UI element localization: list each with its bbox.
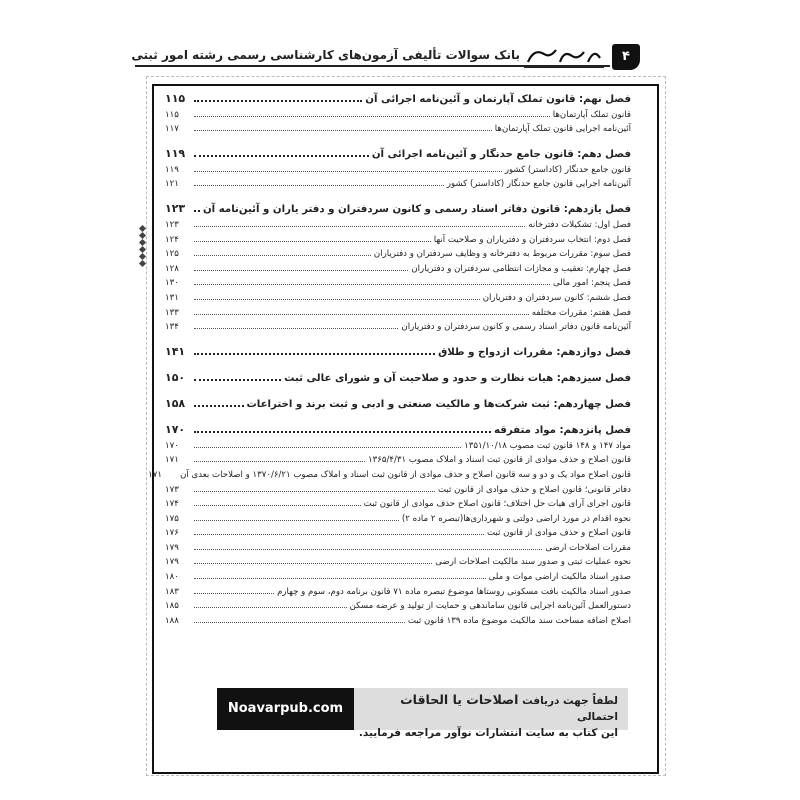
toc-item [165, 553, 631, 568]
item-page: ۱۷۵ [165, 513, 179, 524]
item-page: ۱۸۸ [165, 615, 179, 626]
item-title: فصل پنجم: امور مالی [553, 278, 631, 289]
chapter-title: فصل نهم: قانون تملک آپارتمان و آئین‌نامه اجرائی آن [365, 94, 631, 105]
item-page: ۱۲۳ [165, 219, 179, 230]
toc-item [165, 582, 631, 597]
item-page: ۱۷۴ [165, 499, 179, 510]
chapter-title: فصل یازدهم: قانون دفاتر اسناد رسمی و کانون سردفتران و دفتر یاران و آئین‌نامه آن [202, 204, 631, 216]
chapter-title: فصل چهاردهم: ثبت شرکت‌ها و مالکیت صنعتی و ادبی و ثبت برند و اختراعات [246, 399, 631, 411]
chapter-page: ۱۷۰ [165, 423, 186, 437]
item-title: فصل ششم: کانون سردفتران و دفتریاران [482, 292, 631, 303]
notice-text [358, 692, 618, 741]
item-page: ۱۸۵ [165, 601, 179, 612]
item-title: صدور اسناد مالکیت اراضی موات و ملی [488, 572, 631, 583]
item-page: ۱۷۶ [165, 528, 179, 539]
chapter-11 [165, 200, 631, 215]
item-title: قانون اصلاح و حذف موادی از قانون ثبت اسناد و املاک مصوب ۱۳۶۵/۴/۳۱ [368, 455, 631, 466]
item-page: ۱۸۳ [165, 586, 179, 597]
item-title: دستورالعمل آئین‌نامه اجرایی قانون ساماندهی و حمایت از تولید و عرضه مسکن [349, 601, 631, 612]
notice-line-1 [358, 692, 618, 725]
item-title: دفاتر قانونی؛ قانون اصلاح و حذف موادی از قانون ثبت [437, 484, 631, 495]
item-title: صدور اسناد مالکیت بافت مسکونی روستاها موضوع تبصره ماده ۷۱ قانون برنامه دوم، سوم و چهارم [277, 586, 631, 597]
item-page: ۱۲۵ [165, 249, 179, 260]
chapter-10 [165, 145, 631, 160]
header-title: بانک سوالات تألیفی آزمون‌های کارشناسی رسمی رشته امور ثبتی [131, 48, 520, 62]
item-title: فصل اول: تشکیلات دفترخانه [528, 219, 631, 230]
item-title: مقررات اصلاحات ارضی [545, 542, 631, 553]
toc-item [165, 509, 631, 524]
toc-item [165, 175, 631, 190]
item-title: نحوه اقدام در مورد اراضی دولتی و شهرداری‌ها(تبصره ۲ ماده ۲) [401, 513, 631, 524]
item-title: قانون جامع حدنگار (کاداستر) کشور [504, 164, 631, 175]
item-page: ۱۷۹ [165, 542, 179, 553]
publisher-logo [524, 44, 604, 68]
item-title: قانون اجرای آرای هیات حل اختلاف؛ قانون اصلاح حذف موادی از قانون ثبت [363, 499, 631, 510]
item-title: فصل چهارم: تعقیب و مجازات انتظامی سردفتران و دفتریاران [411, 263, 631, 274]
chapter-page: ۱۴۱ [165, 345, 186, 359]
publisher-website-link[interactable]: Noavarpub.com [217, 688, 354, 730]
chapter-title: فصل پانزدهم: مواد متفرقه [493, 425, 631, 437]
chapter-page: ۱۱۵ [165, 92, 186, 105]
corrections-notice [217, 688, 628, 739]
item-title: قانون اصلاح و حذف موادی از قانون ثبت [486, 528, 631, 539]
toc-item [165, 274, 631, 289]
toc-item [165, 436, 631, 451]
item-page: ۱۳۱ [165, 292, 179, 303]
item-page: ۱۱۷ [165, 124, 179, 135]
item-title: آئین‌نامه اجرایی قانون جامع حدنگار (کاداستر) کشور [446, 179, 631, 190]
toc-item [165, 105, 631, 120]
item-title: مواد ۱۴۷ و ۱۴۸ قانون ثبت مصوب ۱۳۵۱/۱۰/۱۸ [464, 440, 631, 451]
chapter-12 [165, 343, 631, 358]
item-page: ۱۱۹ [165, 164, 179, 175]
toc-item [148, 465, 631, 480]
toc-item [165, 567, 631, 582]
notice-line-2: این کتاب به سایت انتشارات نوآور مراجعه فرمایید. [358, 727, 618, 739]
toc-item [165, 259, 631, 274]
item-page: ۱۷۳ [165, 484, 179, 495]
toc-item [165, 160, 631, 175]
toc-item [165, 245, 631, 260]
item-page: ۱۷۱ [165, 455, 179, 466]
chapter-14 [165, 395, 631, 410]
toc-item [165, 495, 631, 510]
chapter-page: ۱۵۸ [165, 397, 186, 411]
page-number: ۴ [612, 44, 640, 70]
item-page: ۱۲۴ [165, 234, 179, 245]
notice-text-a: لطفاً جهت دریافت [522, 695, 618, 707]
table-of-contents [148, 90, 631, 626]
item-title: فصل هفتم: مقررات مختلفه [531, 307, 631, 318]
chapter-page: ۱۱۹ [165, 147, 186, 161]
item-page: ۱۲۸ [165, 263, 179, 274]
toc-item [165, 230, 631, 245]
chapter-title: فصل سیزدهم: هیات نظارت و حدود و صلاحیت آن و شورای عالی ثبت [284, 373, 631, 385]
toc-item [165, 611, 631, 626]
toc-item [165, 597, 631, 612]
item-page: ۱۳۰ [165, 278, 179, 289]
item-page: ۱۳۴ [165, 322, 179, 333]
chapter-page: ۱۵۰ [165, 371, 186, 385]
item-title: قانون اصلاح مواد یک و دو و سه قانون اصلاح و حذف موادی از قانون ثبت اسناد و املاک مصوب ۱۳۷۰/۶/۲۱ و اصلاحات بعدی آن [180, 469, 631, 480]
toc-item [165, 215, 631, 230]
toc-item [165, 120, 631, 135]
item-title: فصل سوم: مقررات مربوط به دفترخانه و وظایف سردفتران و دفتریاران [373, 249, 631, 260]
item-page: ۱۷۰ [165, 440, 179, 451]
item-title: آئین‌نامه اجرایی قانون تملک آپارتمان‌ها [494, 124, 631, 135]
toc-item [165, 451, 631, 466]
item-page: ۱۸۰ [165, 572, 179, 583]
toc-item [165, 538, 631, 553]
page-header [131, 44, 640, 74]
item-page: ۱۷۱ [148, 469, 162, 480]
item-title: اصلاح اضافه مساحت سند مالکیت موضوع ماده ۱۳۹ قانون ثبت [407, 615, 631, 626]
toc-item [165, 318, 631, 333]
notice-text-b: احتمالی [576, 711, 618, 723]
item-page: ۱۳۳ [165, 307, 179, 318]
item-page: ۱۲۱ [165, 179, 179, 190]
chapter-9 [165, 90, 631, 105]
item-title: نحوه عملیات ثبتی و صدور سند مالکیت اصلاحات ارضی [435, 557, 631, 568]
chapter-13 [165, 369, 631, 384]
toc-item [165, 303, 631, 318]
item-page: ۱۷۹ [165, 557, 179, 568]
toc-item [165, 480, 631, 495]
chapter-title: فصل دوازدهم: مقررات ازدواج و طلاق [438, 347, 631, 359]
item-title: آئین‌نامه قانون دفاتر اسناد رسمی و کانون سردفتران و دفتریاران [401, 322, 631, 333]
logo-mark-icon [524, 44, 604, 66]
toc-item [165, 524, 631, 539]
toc-item [165, 288, 631, 303]
item-page: ۱۱۵ [165, 109, 179, 120]
item-title: قانون تملک آپارتمان‌ها [552, 109, 631, 120]
chapter-title: فصل دهم: قانون جامع حدنگار و آئین‌نامه اجرائی آن [371, 149, 631, 161]
chapter-15 [165, 421, 631, 436]
item-title: فصل دوم: انتخاب سردفتران و دفتریاران و صلاحیت آنها [433, 234, 631, 245]
chapter-page: ۱۲۳ [165, 202, 186, 216]
notice-emphasis: اصلاحات یا الحاقات [400, 692, 519, 707]
